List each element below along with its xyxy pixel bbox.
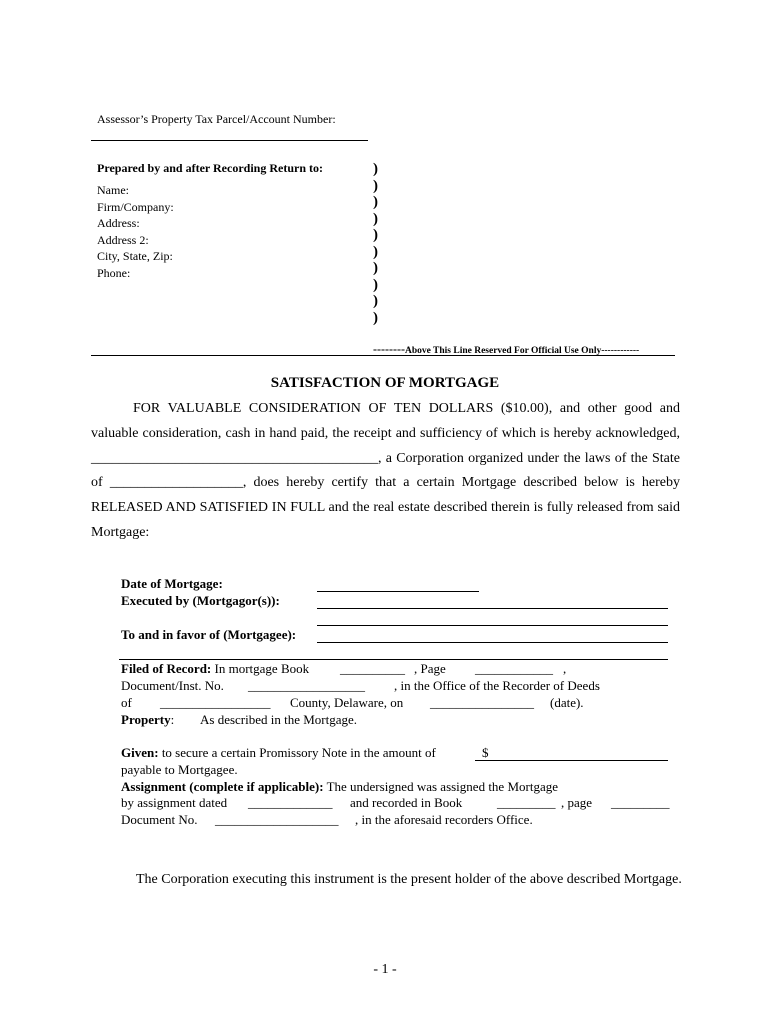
state-blank: ___________________ — [109, 475, 243, 490]
name-field-label: Name: — [97, 183, 129, 197]
address-field-label: Address: — [97, 216, 140, 230]
property-text: As described in the Mortgage. — [200, 712, 358, 727]
body-line-4-text: , does hereby certify that a certain Mortgage described below is hereby — [242, 475, 681, 490]
body-line-2: valuable consideration, cash in hand paid, the receipt and sufficiency of which is hereby acknowledged, — [91, 426, 680, 441]
paren-bracket: ) — [373, 177, 378, 194]
city-state-zip-field-label: City, State, Zip: — [97, 249, 173, 263]
document-no-blank: __________________ — [248, 678, 365, 693]
book-blank: __________ — [340, 661, 405, 676]
paren-bracket: ) — [373, 194, 378, 210]
aforesaid-text: , in the aforesaid recorders Office. — [355, 812, 533, 827]
paren-bracket: ) — [373, 260, 378, 276]
parcel-number-line — [91, 140, 368, 141]
date-text: (date). — [550, 695, 584, 710]
paren-bracket: ) — [373, 309, 378, 326]
page-text: , Page — [414, 661, 446, 676]
given-text: to secure a certain Promissory Note in the amount of — [161, 745, 436, 760]
date-of-mortgage-line — [317, 591, 479, 592]
dollar-sign: $ — [482, 745, 489, 760]
body-line-3-text: , a Corporation organized under the laws of the State — [378, 451, 680, 466]
closing-statement: The Corporation executing this instrument is the present holder of the above described Mortgage. — [136, 872, 682, 887]
amount-line — [475, 760, 668, 761]
body-line-3 — [91, 451, 680, 467]
recorder-text: , in the Office of the Recorder of Deeds — [394, 678, 600, 693]
document-title: SATISFACTION OF MORTGAGE — [270, 375, 500, 391]
filed-of-record-label: Filed of Record: — [121, 661, 212, 676]
firm-field-label: Firm/Company: — [97, 199, 174, 214]
page-blank: ____________ — [475, 661, 553, 676]
document-no-label: Document/Inst. No. — [121, 678, 224, 693]
reserved-dashes: -------- — [373, 342, 405, 356]
payable-text: payable to Mortgagee. — [121, 762, 238, 777]
reserved-tail: ------------ — [601, 346, 640, 356]
paren-bracket: ) — [373, 210, 378, 227]
reserved-divider — [91, 355, 675, 356]
assignment-label: Assignment (complete if applicable): — [121, 779, 324, 794]
given-row — [121, 745, 436, 761]
paren-bracket: ) — [373, 227, 378, 243]
filed-text: In mortgage Book — [214, 661, 310, 676]
county-text: County, Delaware, on — [290, 695, 404, 710]
mortgagor-line-2 — [317, 625, 668, 626]
property-label: Property — [121, 712, 171, 727]
assign-dated-text: by assignment dated — [121, 795, 228, 810]
prepared-by-label: Prepared by and after Recording Return to: — [97, 161, 323, 175]
property-colon: : — [170, 712, 175, 727]
county-blank: _________________ — [160, 695, 271, 710]
date-of-mortgage-label: Date of Mortgage: — [121, 576, 223, 591]
recorded-text: and recorded in Book — [350, 795, 463, 810]
mortgagee-line — [317, 642, 668, 643]
parcel-label: Assessor’s Property Tax Parcel/Account Number: — [97, 112, 336, 126]
page-comma: , — [563, 661, 567, 676]
assign-date-blank: _____________ — [248, 795, 333, 810]
page-number: - 1 - — [373, 962, 397, 977]
mortgagee-line-2 — [119, 659, 668, 660]
assign-book-blank: _________ — [497, 795, 556, 810]
body-line-4 — [91, 475, 680, 491]
body-line-1: FOR VALUABLE CONSIDERATION OF TEN DOLLARS ($10.00), and other good and — [133, 401, 680, 416]
given-label: Given: — [121, 745, 159, 760]
body-line-4-of: of — [91, 475, 103, 490]
paren-bracket: ) — [373, 276, 378, 293]
paren-bracket: ) — [373, 161, 378, 177]
favor-of-label: To and in favor of (Mortgagee): — [121, 627, 297, 642]
assign-page-blank: _________ — [611, 795, 670, 810]
address2-field-label: Address 2: — [97, 232, 149, 247]
assign-document-blank: ___________________ — [215, 812, 339, 827]
assignment-row — [121, 779, 558, 795]
property-row — [121, 712, 174, 728]
executed-by-label: Executed by (Mortgagor(s)): — [121, 593, 280, 608]
paren-bracket: ) — [373, 243, 378, 260]
assign-page-text: , page — [561, 795, 593, 810]
assign-document-label: Document No. — [121, 812, 198, 827]
phone-field-label: Phone: — [97, 265, 131, 280]
paren-bracket: ) — [373, 293, 378, 309]
body-line-5: RELEASED AND SATISFIED IN FULL and the real estate described therein is fully released from said — [91, 500, 680, 515]
filed-of-record-row — [121, 661, 309, 677]
body-line-6: Mortgage: — [91, 525, 150, 540]
reserved-text: Above This Line Reserved For Official Use Only — [404, 346, 602, 356]
assignment-text: The undersigned was assigned the Mortgage — [326, 779, 558, 794]
mortgagor-line — [317, 608, 668, 609]
corporation-name-blank: _________________________________________ — [91, 451, 378, 466]
county-of-label: of — [121, 695, 132, 710]
recorded-date-blank: ________________ — [430, 695, 534, 710]
